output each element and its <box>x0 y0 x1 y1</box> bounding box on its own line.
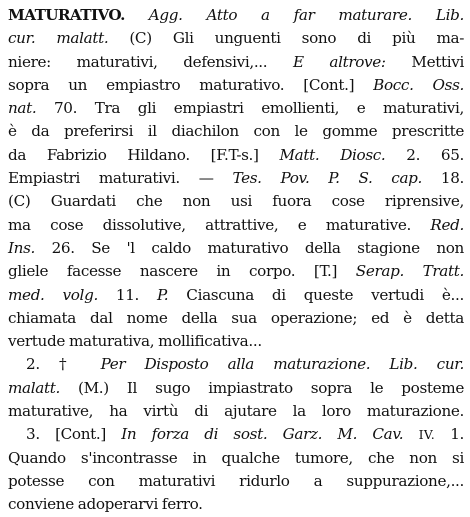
text-line <box>8 144 464 167</box>
italic-run: In forza di sost. Garz. M. Cav. <box>121 425 404 444</box>
text-run: 1. <box>434 425 464 444</box>
text-run: Empiastri maturativi. — <box>8 169 233 188</box>
italic-run: Ins. <box>8 238 36 257</box>
text-line <box>8 74 464 97</box>
italic-run: Serap. Tratt. <box>355 262 464 281</box>
text-run: 2. † <box>26 355 101 374</box>
italic-run: Red. <box>430 215 464 234</box>
text-line <box>8 237 464 260</box>
text-line <box>8 27 464 50</box>
italic-run: malatt. <box>8 378 60 397</box>
text-run: (M.) Il sugo impiastrato sopra le posteme <box>59 378 464 397</box>
text-line <box>8 214 464 237</box>
italic-run: nat. <box>8 99 37 118</box>
text-run: (C) Gli unguenti sono di più ma- <box>108 29 464 48</box>
sense-3-line <box>8 423 464 446</box>
italic-run: E altrove: <box>292 52 386 71</box>
text-run <box>125 6 149 24</box>
text-run: 26. Se 'l caldo maturativo della stagione non <box>35 238 464 257</box>
text-run: sopra un empiastro maturativo. [Cont.] <box>8 75 374 94</box>
text-run <box>403 425 418 443</box>
italic-run: Per Disposto alla maturazione. Lib. cur. <box>100 355 464 374</box>
small-caps-run: IV. <box>418 427 435 443</box>
text-run: potesse con maturativi ridurlo a suppurazione,... <box>8 471 464 490</box>
text-run: Ciascuna di queste vertudi è... <box>168 285 464 304</box>
text-run: 70. Tra gli empiastri emollienti, e maturativi, <box>36 99 464 118</box>
text-run: è da preferirsi il diachilon con le gomme prescritte <box>8 122 464 141</box>
text-line <box>8 167 464 190</box>
text-run: 18. <box>422 169 464 188</box>
italic-run: med. volg. <box>8 285 98 304</box>
italic-run: Bocc. Oss. <box>373 75 465 94</box>
italic-run: Matt. Diosc. <box>279 145 386 164</box>
text-run: da Fabrizio Hildano. [F.T-s.] <box>8 145 280 164</box>
text-line <box>8 260 464 283</box>
text-line <box>8 377 464 400</box>
text-run: vertude maturativa, mollificativa... <box>8 332 262 351</box>
text-run: Quando s'incontrasse in qualche tumore, che non si <box>8 448 464 467</box>
text-run: 2. 65. <box>385 145 465 164</box>
text-line <box>8 51 464 74</box>
italic-run: cur. malatt. <box>8 29 109 48</box>
italic-run: P. <box>157 285 169 304</box>
text-run: (C) Guardati che non usi fuora cose riprensive, <box>8 192 464 211</box>
text-run: ma cose dissolutive, attrattive, e maturative. <box>8 215 431 234</box>
text-line <box>8 493 464 516</box>
italic-run: Tes. Pov. P. S. cap. <box>232 169 423 188</box>
headword: MATURATIVO. <box>8 6 125 24</box>
text-run: chiamata dal nome della sua operazione; ed è detta <box>8 308 464 327</box>
text-run: 3. [Cont.] <box>26 425 122 444</box>
text-run: Mettivi <box>385 52 464 71</box>
text-line <box>8 330 464 353</box>
sense-2-line <box>8 353 464 376</box>
text-run: 11. <box>97 285 158 304</box>
text-line <box>8 447 464 470</box>
text-run: niere: maturativi, defensivi,... <box>8 52 293 71</box>
text-line <box>8 284 464 307</box>
text-line <box>8 4 464 27</box>
text-run: conviene adoperarvi ferro. <box>8 495 203 514</box>
text-line <box>8 470 464 493</box>
italic-run: Agg. Atto a far maturare. Lib. <box>148 6 464 24</box>
text-line <box>8 307 464 330</box>
text-line <box>8 120 464 143</box>
text-run: maturative, ha virtù di ajutare la loro maturazione. <box>8 402 464 421</box>
text-line <box>8 190 464 213</box>
text-line <box>8 97 464 120</box>
text-line <box>8 400 464 423</box>
text-run: gliele facesse nascere in corpo. [T.] <box>8 262 356 281</box>
